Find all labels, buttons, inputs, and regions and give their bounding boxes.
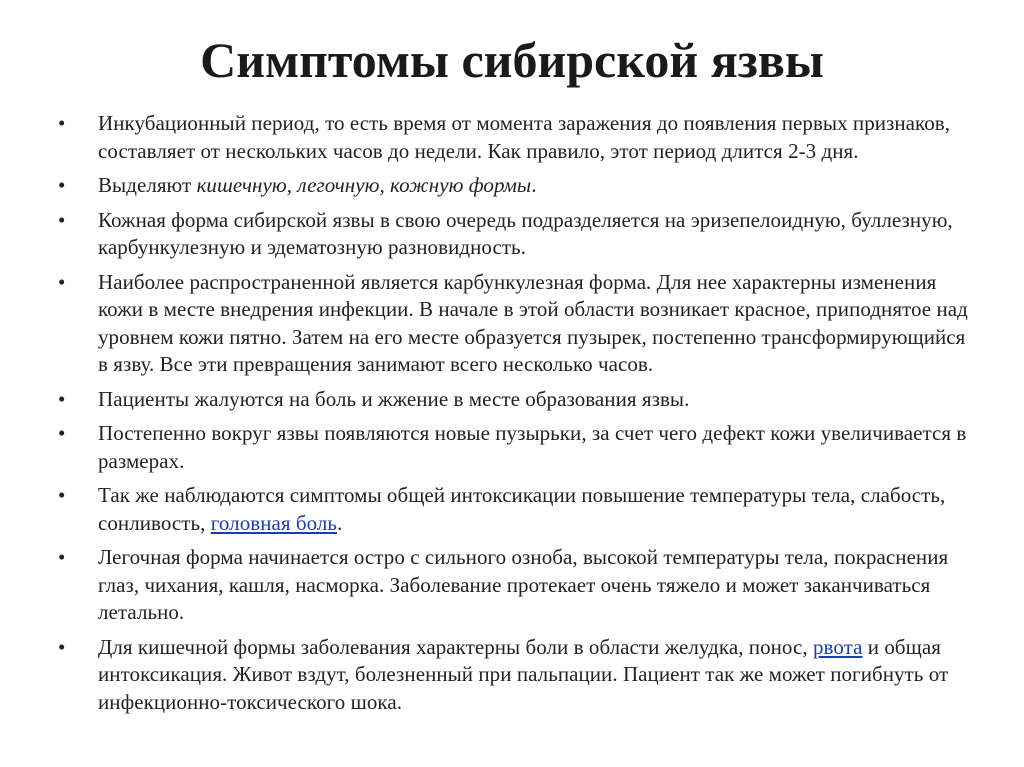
item-text: и общая интоксикация. Живот вздут, болезненный при пальпации. Пациент так же может погибнуть от инфекционно-токсического шока. (98, 634, 949, 714)
list-item (0, 544, 1024, 627)
item-text: Для кишечной формы заболевания характерны боли в области желудка, понос, (98, 634, 813, 659)
vomiting-link[interactable]: рвота (812, 634, 863, 659)
list-item (0, 482, 1024, 537)
bullet-icon: • (58, 483, 66, 507)
item-text: . (337, 510, 343, 535)
bullet-icon: • (58, 111, 66, 135)
bullet-list (0, 110, 1024, 723)
headache-link[interactable]: головная боль (210, 510, 338, 535)
item-italic-text: кишечную, легочную, кожную формы (196, 173, 532, 197)
item-text: Инкубационный период, то есть время от момента заражения до появления первых признаков, составляет от нескольких часов до недели. Как правило, этот период длится 2-3 дня. (98, 111, 951, 163)
item-text: Так же наблюдаются симптомы общей интоксикации повышение температуры тела, слабость, сонливость, (98, 483, 946, 535)
list-item (0, 420, 1024, 475)
list-item (0, 634, 1024, 717)
list-item (0, 207, 1024, 262)
item-text: Выделяют (98, 173, 197, 197)
bullet-icon: • (58, 173, 66, 197)
page-title: Симптомы сибирской язвы (200, 32, 824, 88)
list-item (0, 172, 1024, 200)
item-text: Пациенты жалуются на боль и жжение в месте образования язвы. (98, 386, 690, 411)
bullet-icon: • (58, 386, 66, 411)
bullet-icon: • (58, 634, 66, 659)
bullet-icon: • (58, 421, 66, 445)
item-text: Постепенно вокруг язвы появляются новые пузырьки, за счет чего дефект кожи увеличивается в размерах. (98, 421, 967, 473)
item-text: . (531, 173, 537, 197)
list-item (0, 110, 1024, 165)
bullet-icon: • (58, 545, 66, 569)
item-text: Наиболее распространенной является карбункулезная форма. Для нее характерны изменения кожи в месте внедрения инфекции. В начале в этой области возникает красное, приподнятое над уровнем кожи пятно. Затем на его месте образуется пузырек, постепенно трансформирующийся в язву. Все эти превращения занимают всего несколько часов. (98, 269, 968, 376)
item-text: Легочная форма начинается остро с сильного озноба, высокой температуры тела, покраснения глаз, чихания, кашля, насморка. Заболевание протекает очень тяжело и может заканчиваться летально. (98, 545, 949, 624)
list-item (0, 386, 1024, 414)
bullet-icon: • (58, 269, 66, 294)
item-text: Кожная форма сибирской язвы в свою очередь подразделяется на эризепелоидную, буллезную, карбункулезную и эдематозную разновидность. (98, 207, 953, 259)
bullet-icon: • (58, 207, 66, 232)
list-item (0, 269, 1024, 379)
